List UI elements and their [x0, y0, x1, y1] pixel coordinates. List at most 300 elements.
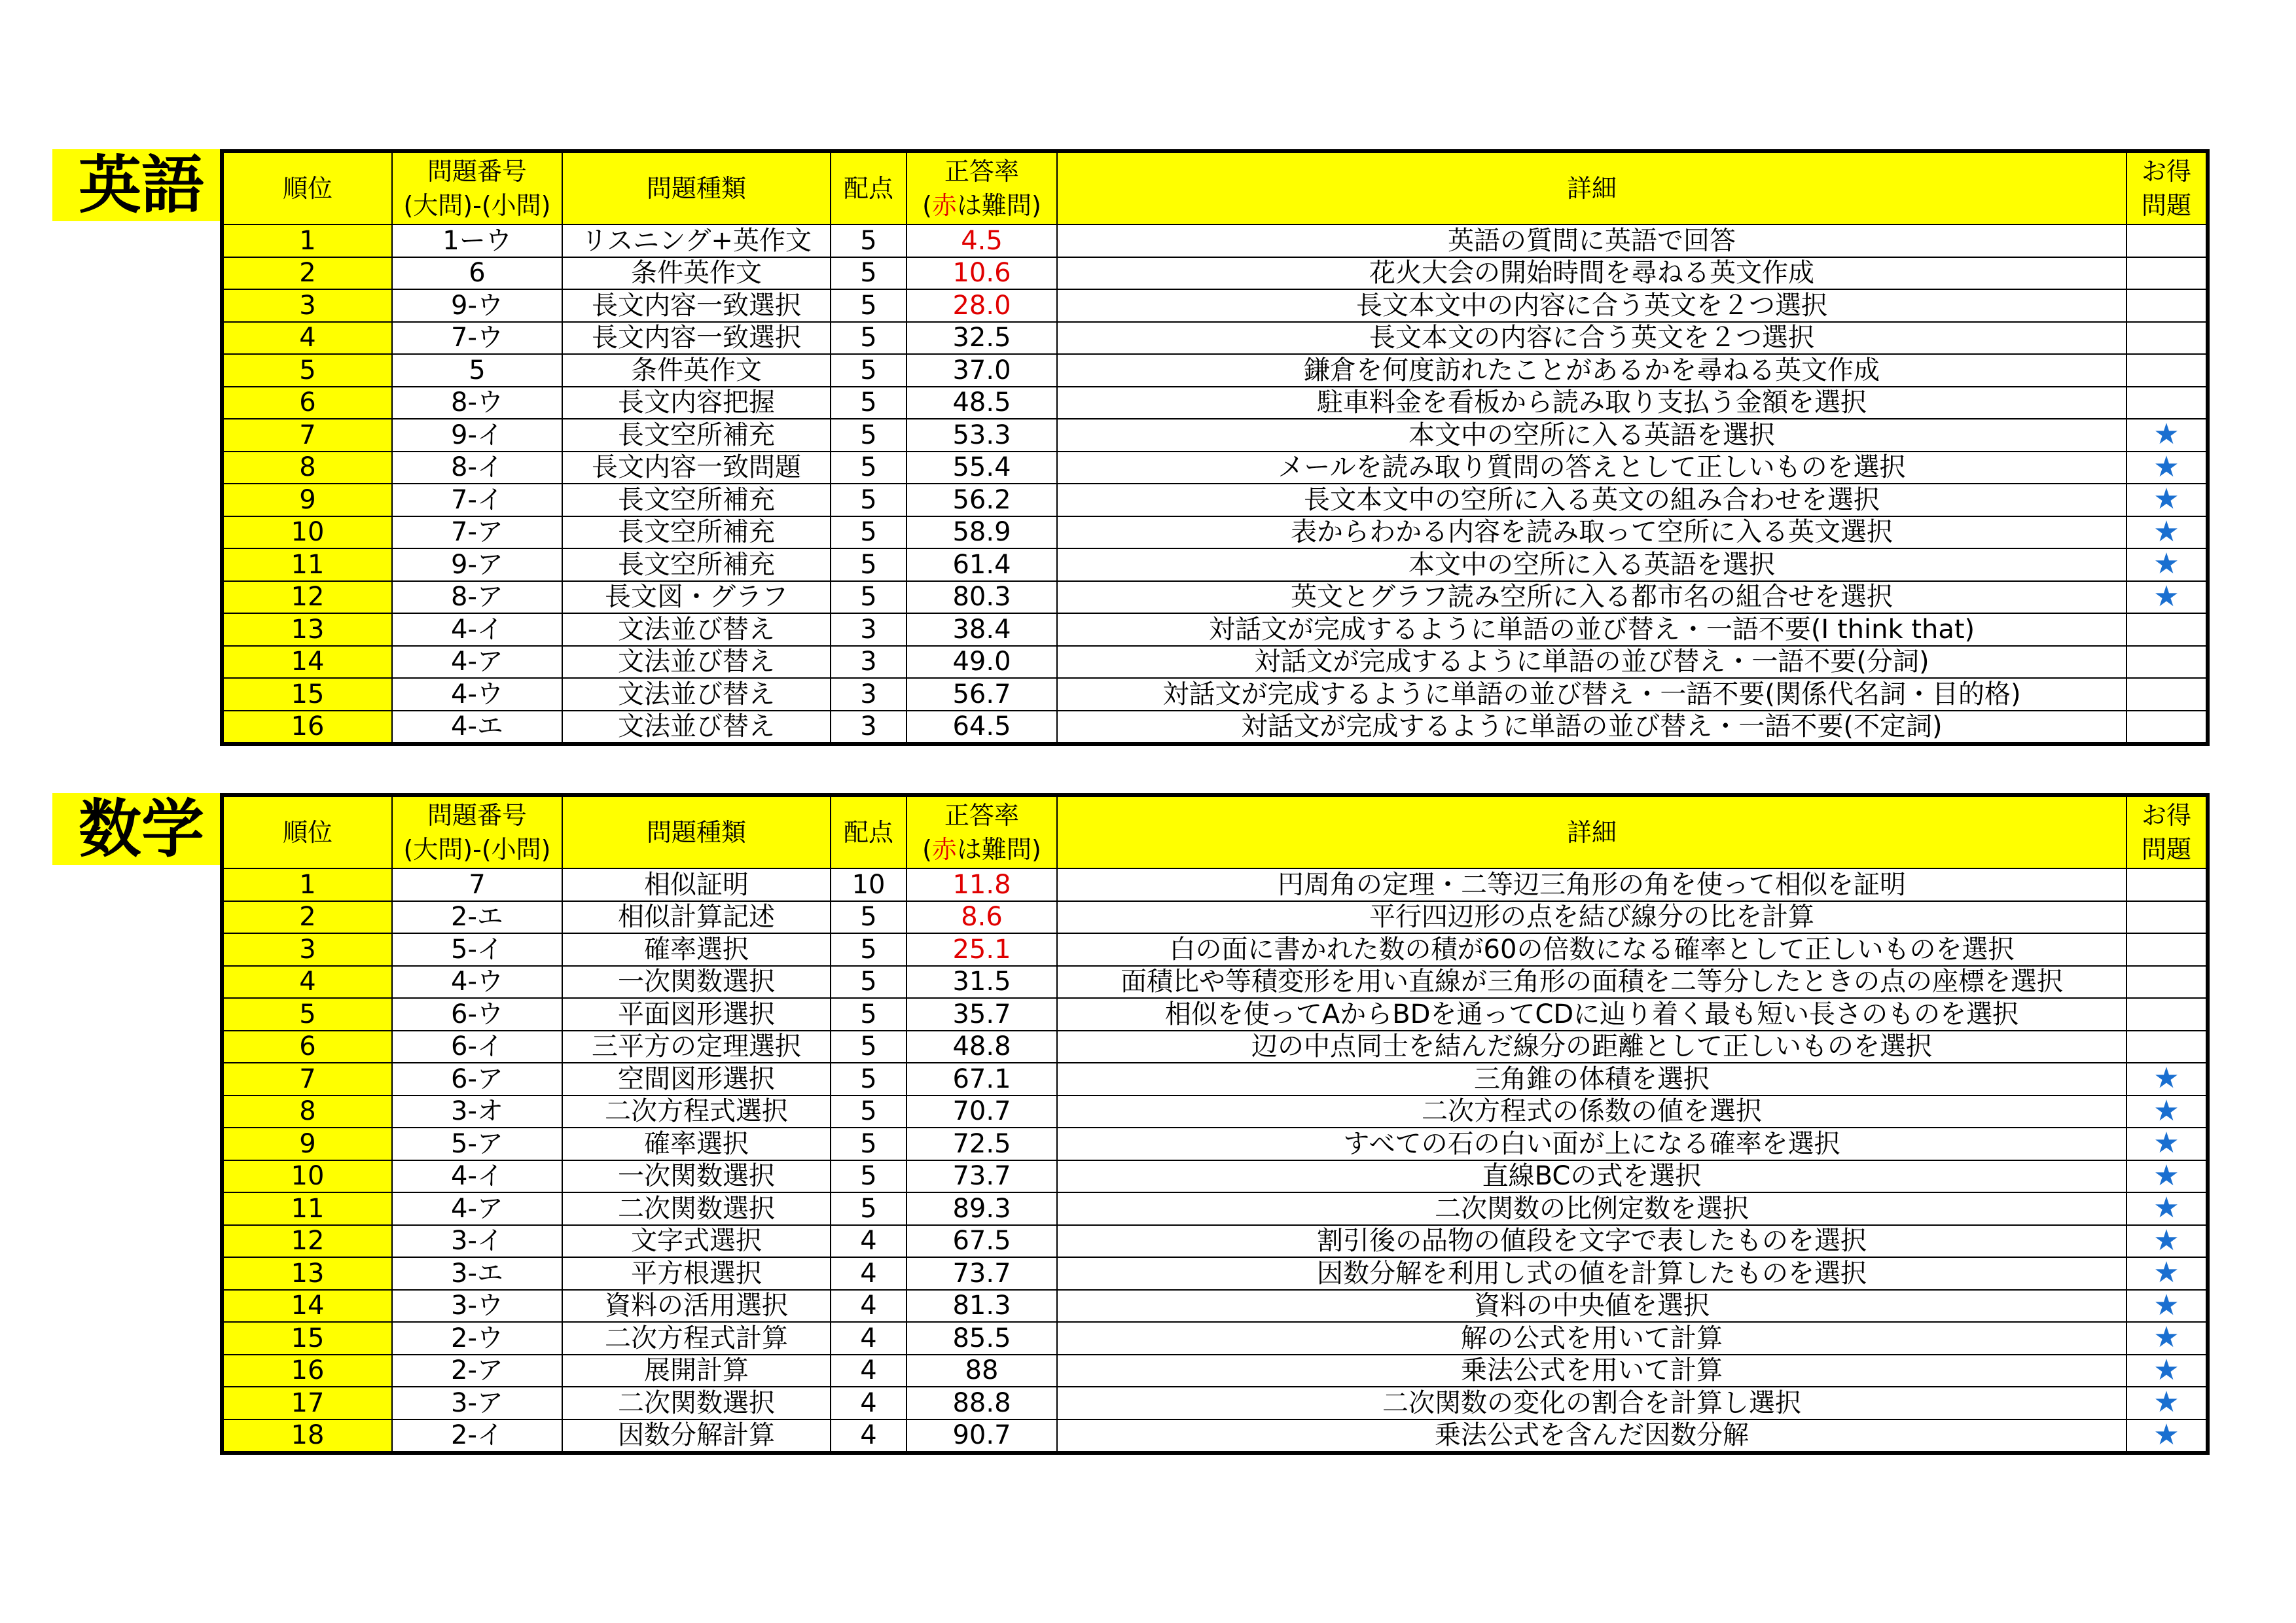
rank-cell: 9 [222, 1128, 392, 1160]
star-icon: ★ [2153, 1128, 2179, 1160]
star-icon: ★ [2153, 484, 2179, 516]
question-number-cell: 9-イ [392, 419, 562, 452]
correct-rate-cell: 32.5 [906, 322, 1057, 355]
header-type: 問題種類 [562, 795, 831, 868]
bonus-cell [2126, 257, 2208, 290]
header-rank: 順位 [222, 151, 392, 224]
detail-cell: 対話文が完成するように単語の並び替え・一語不要(不定詞) [1057, 711, 2126, 745]
header-rate-line1: 正答率 [944, 801, 1019, 830]
question-type-cell: 因数分解計算 [562, 1419, 831, 1454]
bonus-cell [2126, 711, 2208, 745]
question-type-cell: 確率選択 [562, 933, 831, 966]
correct-rate-cell: 8.6 [906, 901, 1057, 934]
question-number-cell: 9-ウ [392, 289, 562, 322]
points-cell: 4 [831, 1290, 906, 1323]
points-cell: 5 [831, 581, 906, 614]
question-type-cell: 一次関数選択 [562, 1160, 831, 1193]
correct-rate-cell: 31.5 [906, 966, 1057, 999]
correct-rate-cell: 67.1 [906, 1063, 1057, 1096]
rank-cell: 8 [222, 452, 392, 484]
detail-cell: メールを読み取り質問の答えとして正しいものを選択 [1057, 452, 2126, 484]
detail-cell: 英文とグラフ読み空所に入る都市名の組合せを選択 [1057, 581, 2126, 614]
header-type: 問題種類 [562, 151, 831, 224]
points-cell: 4 [831, 1225, 906, 1258]
question-number-cell: 3-ウ [392, 1290, 562, 1323]
detail-cell: 鎌倉を何度訪れたことがあるかを尋ねる英文作成 [1057, 354, 2126, 387]
rank-cell: 7 [222, 419, 392, 452]
points-cell: 4 [831, 1387, 906, 1419]
table-row [222, 711, 2208, 745]
correct-rate-cell: 48.8 [906, 1031, 1057, 1063]
star-icon: ★ [2153, 1322, 2179, 1355]
correct-rate-cell: 38.4 [906, 613, 1057, 646]
detail-cell: 長文本文の内容に合う英文を２つ選択 [1057, 322, 2126, 355]
header-bonus-line2: 問題 [2141, 835, 2191, 864]
rank-cell: 6 [222, 1031, 392, 1063]
question-type-cell: 文法並び替え [562, 613, 831, 646]
rank-cell: 3 [222, 289, 392, 322]
points-cell: 10 [831, 868, 906, 901]
star-icon: ★ [2153, 1289, 2179, 1322]
bonus-cell [2126, 678, 2208, 711]
question-number-cell: 8-ウ [392, 387, 562, 419]
bonus-cell [2126, 933, 2208, 966]
star-icon: ★ [2153, 1419, 2179, 1452]
correct-rate-cell: 85.5 [906, 1322, 1057, 1355]
question-number-cell: 6-イ [392, 1031, 562, 1063]
question-type-cell: 一次関数選択 [562, 966, 831, 999]
question-number-cell: 8-イ [392, 452, 562, 484]
correct-rate-cell: 88 [906, 1355, 1057, 1387]
header-rate [906, 795, 1057, 868]
rank-cell: 12 [222, 581, 392, 614]
table-row [222, 1355, 2208, 1387]
bonus-cell [2126, 419, 2208, 452]
table-row [222, 387, 2208, 419]
question-number-cell: 2-ウ [392, 1322, 562, 1355]
points-cell: 5 [831, 1160, 906, 1193]
correct-rate-cell: 11.8 [906, 868, 1057, 901]
detail-cell: 英語の質問に英語で回答 [1057, 224, 2126, 257]
question-number-cell: 4-ウ [392, 678, 562, 711]
bonus-cell [2126, 224, 2208, 257]
header-question-number [392, 151, 562, 224]
correct-rate-cell: 56.7 [906, 678, 1057, 711]
bonus-cell [2126, 1128, 2208, 1160]
detail-cell: 本文中の空所に入る英語を選択 [1057, 548, 2126, 581]
bonus-cell [2126, 868, 2208, 901]
points-cell: 5 [831, 322, 906, 355]
question-number-cell: 4-イ [392, 1160, 562, 1193]
correct-rate-cell: 49.0 [906, 646, 1057, 679]
header-rate-red: 赤 [931, 191, 957, 220]
bonus-cell [2126, 516, 2208, 549]
rank-cell: 3 [222, 933, 392, 966]
question-number-cell: 4-イ [392, 613, 562, 646]
table-row [222, 1160, 2208, 1193]
header-rate-rest: は難問) [957, 191, 1041, 220]
bonus-cell [2126, 1387, 2208, 1419]
bonus-cell [2126, 1096, 2208, 1128]
rank-cell: 7 [222, 1063, 392, 1096]
table-row [222, 1322, 2208, 1355]
table-row [222, 1419, 2208, 1454]
points-cell: 5 [831, 998, 906, 1031]
question-number-cell: 8-ア [392, 581, 562, 614]
bonus-cell [2126, 1355, 2208, 1387]
question-type-cell: 二次方程式選択 [562, 1096, 831, 1128]
detail-cell: 長文本文中の内容に合う英文を２つ選択 [1057, 289, 2126, 322]
points-cell: 4 [831, 1355, 906, 1387]
detail-cell: 面積比や等積変形を用い直線が三角形の面積を二等分したときの点の座標を選択 [1057, 966, 2126, 999]
question-number-cell: 6-ア [392, 1063, 562, 1096]
detail-cell: 乗法公式を含んだ因数分解 [1057, 1419, 2126, 1454]
rank-cell: 10 [222, 1160, 392, 1193]
question-number-cell: 5 [392, 354, 562, 387]
points-cell: 4 [831, 1257, 906, 1290]
detail-cell: 辺の中点同士を結んだ線分の距離として正しいものを選択 [1057, 1031, 2126, 1063]
points-cell: 5 [831, 419, 906, 452]
question-type-cell: 長文図・グラフ [562, 581, 831, 614]
rank-cell: 1 [222, 224, 392, 257]
bonus-cell [2126, 998, 2208, 1031]
english-table [220, 149, 2210, 746]
correct-rate-cell: 37.0 [906, 354, 1057, 387]
question-number-cell: 3-オ [392, 1096, 562, 1128]
rank-cell: 4 [222, 322, 392, 355]
star-icon: ★ [2153, 580, 2179, 613]
question-type-cell: 相似計算記述 [562, 901, 831, 934]
question-type-cell: 長文内容一致選択 [562, 322, 831, 355]
table-row [222, 933, 2208, 966]
question-type-cell: 相似証明 [562, 868, 831, 901]
question-number-cell: 7-ア [392, 516, 562, 549]
question-type-cell: 文法並び替え [562, 678, 831, 711]
header-rate-line1: 正答率 [944, 157, 1019, 186]
star-icon: ★ [2153, 1160, 2179, 1192]
bonus-cell [2126, 322, 2208, 355]
bonus-cell [2126, 548, 2208, 581]
question-number-cell: 4-ア [392, 646, 562, 679]
points-cell: 5 [831, 224, 906, 257]
table-row [222, 998, 2208, 1031]
header-points: 配点 [831, 151, 906, 224]
bonus-cell [2126, 613, 2208, 646]
bonus-cell [2126, 452, 2208, 484]
question-type-cell: リスニング+英作文 [562, 224, 831, 257]
question-type-cell: 長文空所補充 [562, 419, 831, 452]
bonus-cell [2126, 901, 2208, 934]
correct-rate-cell: 67.5 [906, 1225, 1057, 1258]
detail-cell: 駐車料金を看板から読み取り支払う金額を選択 [1057, 387, 2126, 419]
star-icon: ★ [2153, 1224, 2179, 1257]
detail-cell: 三角錐の体積を選択 [1057, 1063, 2126, 1096]
correct-rate-cell: 58.9 [906, 516, 1057, 549]
correct-rate-cell: 80.3 [906, 581, 1057, 614]
detail-cell: 二次関数の比例定数を選択 [1057, 1192, 2126, 1225]
detail-cell: 解の公式を用いて計算 [1057, 1322, 2126, 1355]
bonus-cell [2126, 1031, 2208, 1063]
question-type-cell: 二次関数選択 [562, 1192, 831, 1225]
points-cell: 5 [831, 933, 906, 966]
table-row [222, 1387, 2208, 1419]
table-row [222, 581, 2208, 614]
points-cell: 5 [831, 452, 906, 484]
table-row [222, 419, 2208, 452]
question-type-cell: 長文空所補充 [562, 548, 831, 581]
table-row [222, 354, 2208, 387]
correct-rate-cell: 64.5 [906, 711, 1057, 745]
points-cell: 5 [831, 354, 906, 387]
correct-rate-cell: 10.6 [906, 257, 1057, 290]
question-number-cell: 3-エ [392, 1257, 562, 1290]
question-number-cell: 7 [392, 868, 562, 901]
english-title: 英語 [52, 149, 221, 221]
table-row [222, 322, 2208, 355]
rank-cell: 14 [222, 646, 392, 679]
question-number-cell: 6 [392, 257, 562, 290]
correct-rate-cell: 35.7 [906, 998, 1057, 1031]
table-row [222, 484, 2208, 516]
question-number-cell: 5-ア [392, 1128, 562, 1160]
star-icon: ★ [2153, 516, 2179, 548]
points-cell: 5 [831, 516, 906, 549]
question-type-cell: 長文空所補充 [562, 484, 831, 516]
detail-cell: 白の面に書かれた数の積が60の倍数になる確率として正しいものを選択 [1057, 933, 2126, 966]
detail-cell: 二次関数の変化の割合を計算し選択 [1057, 1387, 2126, 1419]
detail-cell: 二次方程式の係数の値を選択 [1057, 1096, 2126, 1128]
question-type-cell: 文字式選択 [562, 1225, 831, 1258]
rank-cell: 2 [222, 901, 392, 934]
table-row [222, 548, 2208, 581]
rank-cell: 11 [222, 1192, 392, 1225]
star-icon: ★ [2153, 451, 2179, 484]
points-cell: 3 [831, 646, 906, 679]
question-number-cell: 3-イ [392, 1225, 562, 1258]
question-number-cell: 3-ア [392, 1387, 562, 1419]
rank-cell: 6 [222, 387, 392, 419]
header-question-number-line1: 問題番号 [427, 157, 527, 186]
detail-cell: 相似を使ってAからBDを通ってCDに辿り着く最も短い長さのものを選択 [1057, 998, 2126, 1031]
math-table-body [222, 868, 2208, 1453]
correct-rate-cell: 72.5 [906, 1128, 1057, 1160]
correct-rate-cell: 55.4 [906, 452, 1057, 484]
rank-cell: 18 [222, 1419, 392, 1454]
question-number-cell: 4-ウ [392, 966, 562, 999]
rank-cell: 5 [222, 998, 392, 1031]
bonus-cell [2126, 1419, 2208, 1454]
points-cell: 5 [831, 257, 906, 290]
question-number-cell: 7-ウ [392, 322, 562, 355]
question-type-cell: 空間図形選択 [562, 1063, 831, 1096]
question-type-cell: 長文空所補充 [562, 516, 831, 549]
rank-cell: 1 [222, 868, 392, 901]
rank-cell: 16 [222, 711, 392, 745]
points-cell: 3 [831, 613, 906, 646]
header-question-number [392, 795, 562, 868]
table-row [222, 901, 2208, 934]
question-type-cell: 平方根選択 [562, 1257, 831, 1290]
header-detail: 詳細 [1057, 795, 2126, 868]
bonus-cell [2126, 1192, 2208, 1225]
math-table [220, 793, 2210, 1455]
detail-cell: 平行四辺形の点を結び線分の比を計算 [1057, 901, 2126, 934]
rank-cell: 13 [222, 613, 392, 646]
table-row [222, 289, 2208, 322]
header-rank: 順位 [222, 795, 392, 868]
question-number-cell: 7-イ [392, 484, 562, 516]
star-icon: ★ [2153, 548, 2179, 581]
table-row [222, 678, 2208, 711]
question-type-cell: 文法並び替え [562, 646, 831, 679]
question-type-cell: 長文内容一致問題 [562, 452, 831, 484]
bonus-cell [2126, 354, 2208, 387]
header-rate-red: 赤 [931, 835, 957, 864]
question-number-cell: 4-ア [392, 1192, 562, 1225]
header-question-number-line1: 問題番号 [427, 801, 527, 830]
rank-cell: 11 [222, 548, 392, 581]
table-row [222, 1192, 2208, 1225]
points-cell: 5 [831, 387, 906, 419]
question-number-cell: 2-エ [392, 901, 562, 934]
table-row [222, 224, 2208, 257]
detail-cell: 花火大会の開始時間を尋ねる英文作成 [1057, 257, 2126, 290]
correct-rate-cell: 88.8 [906, 1387, 1057, 1419]
detail-cell: 対話文が完成するように単語の並び替え・一語不要(I think that) [1057, 613, 2126, 646]
rank-cell: 13 [222, 1257, 392, 1290]
star-icon: ★ [2153, 419, 2179, 452]
question-number-cell: 2-イ [392, 1419, 562, 1454]
correct-rate-cell: 48.5 [906, 387, 1057, 419]
correct-rate-cell: 4.5 [906, 224, 1057, 257]
points-cell: 5 [831, 289, 906, 322]
table-row [222, 1290, 2208, 1323]
points-cell: 4 [831, 1419, 906, 1454]
header-bonus-line1: お得 [2141, 157, 2191, 186]
star-icon: ★ [2153, 1063, 2179, 1096]
table-row [222, 868, 2208, 901]
correct-rate-cell: 90.7 [906, 1419, 1057, 1454]
question-number-cell: 9-ア [392, 548, 562, 581]
question-type-cell: 長文内容一致選択 [562, 289, 831, 322]
bonus-cell [2126, 1290, 2208, 1323]
question-type-cell: 条件英作文 [562, 257, 831, 290]
rank-cell: 5 [222, 354, 392, 387]
detail-cell: 長文本文中の空所に入る英文の組み合わせを選択 [1057, 484, 2126, 516]
detail-cell: 対話文が完成するように単語の並び替え・一語不要(分詞) [1057, 646, 2126, 679]
question-type-cell: 確率選択 [562, 1128, 831, 1160]
header-bonus-line1: お得 [2141, 801, 2191, 830]
rank-cell: 10 [222, 516, 392, 549]
correct-rate-cell: 61.4 [906, 548, 1057, 581]
points-cell: 4 [831, 1322, 906, 1355]
points-cell: 5 [831, 1031, 906, 1063]
bonus-cell [2126, 1225, 2208, 1258]
header-question-number-line2: (大問)-(小問) [403, 835, 551, 864]
correct-rate-cell: 25.1 [906, 933, 1057, 966]
question-type-cell: 長文内容把握 [562, 387, 831, 419]
points-cell: 5 [831, 484, 906, 516]
bonus-cell [2126, 1160, 2208, 1193]
star-icon: ★ [2153, 1095, 2179, 1128]
header-rate-rest: は難問) [957, 835, 1041, 864]
bonus-cell [2126, 1063, 2208, 1096]
bonus-cell [2126, 966, 2208, 999]
table-row [222, 646, 2208, 679]
bonus-cell [2126, 1257, 2208, 1290]
detail-cell: 直線BCの式を選択 [1057, 1160, 2126, 1193]
detail-cell: 対話文が完成するように単語の並び替え・一語不要(関係代名詞・目的格) [1057, 678, 2126, 711]
header-rate-open: ( [922, 191, 932, 220]
header-bonus-line2: 問題 [2141, 191, 2191, 220]
points-cell: 5 [831, 1192, 906, 1225]
header-rate-open: ( [922, 835, 932, 864]
correct-rate-cell: 28.0 [906, 289, 1057, 322]
correct-rate-cell: 89.3 [906, 1192, 1057, 1225]
detail-cell: 資料の中央値を選択 [1057, 1290, 2126, 1323]
header-row [222, 795, 2208, 868]
star-icon: ★ [2153, 1354, 2179, 1387]
question-type-cell: 二次方程式計算 [562, 1322, 831, 1355]
rank-cell: 14 [222, 1290, 392, 1323]
table-row [222, 966, 2208, 999]
star-icon: ★ [2153, 1387, 2179, 1419]
question-type-cell: 資料の活用選択 [562, 1290, 831, 1323]
header-row [222, 151, 2208, 224]
question-type-cell: 文法並び替え [562, 711, 831, 745]
correct-rate-cell: 81.3 [906, 1290, 1057, 1323]
rank-cell: 12 [222, 1225, 392, 1258]
rank-cell: 16 [222, 1355, 392, 1387]
table-row [222, 452, 2208, 484]
question-number-cell: 4-エ [392, 711, 562, 745]
detail-cell: 円周角の定理・二等辺三角形の角を使って相似を証明 [1057, 868, 2126, 901]
star-icon: ★ [2153, 1257, 2179, 1290]
table-row [222, 1063, 2208, 1096]
question-number-cell: 5-イ [392, 933, 562, 966]
header-bonus [2126, 795, 2208, 868]
detail-cell: 割引後の品物の値段を文字で表したものを選択 [1057, 1225, 2126, 1258]
question-number-cell: 2-ア [392, 1355, 562, 1387]
rank-cell: 2 [222, 257, 392, 290]
header-rate [906, 151, 1057, 224]
points-cell: 5 [831, 1128, 906, 1160]
table-row [222, 257, 2208, 290]
bonus-cell [2126, 646, 2208, 679]
points-cell: 5 [831, 548, 906, 581]
bonus-cell [2126, 484, 2208, 516]
question-type-cell: 平面図形選択 [562, 998, 831, 1031]
question-type-cell: 二次関数選択 [562, 1387, 831, 1419]
rank-cell: 15 [222, 1322, 392, 1355]
table-row [222, 1257, 2208, 1290]
table-row [222, 1225, 2208, 1258]
english-table-body [222, 224, 2208, 744]
detail-cell: 本文中の空所に入る英語を選択 [1057, 419, 2126, 452]
table-row [222, 1128, 2208, 1160]
question-type-cell: 三平方の定理選択 [562, 1031, 831, 1063]
rank-cell: 9 [222, 484, 392, 516]
points-cell: 5 [831, 1096, 906, 1128]
rank-cell: 15 [222, 678, 392, 711]
question-type-cell: 条件英作文 [562, 354, 831, 387]
rank-cell: 17 [222, 1387, 392, 1419]
header-question-number-line2: (大問)-(小問) [403, 191, 551, 220]
detail-cell: 表からわかる内容を読み取って空所に入る英文選択 [1057, 516, 2126, 549]
detail-cell: すべての石の白い面が上になる確率を選択 [1057, 1128, 2126, 1160]
table-row [222, 1031, 2208, 1063]
question-type-cell: 展開計算 [562, 1355, 831, 1387]
